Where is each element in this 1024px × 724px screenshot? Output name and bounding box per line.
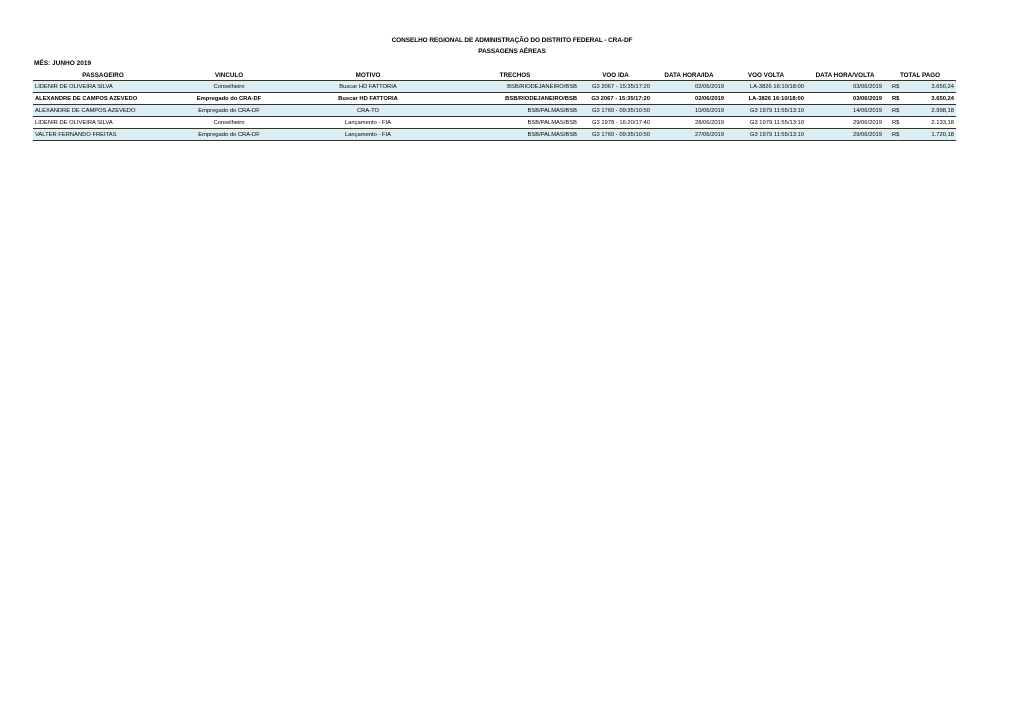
cell-passageiro: ALEXANDRE DE CAMPOS AZEVEDO bbox=[33, 93, 173, 105]
amount: 2.133,18 bbox=[931, 119, 954, 126]
header-motivo: MOTIVO bbox=[285, 70, 451, 81]
cell-trechos: BSB/PALMAS/BSB bbox=[451, 117, 579, 129]
cell-data-volta: 03/06/2019 bbox=[806, 81, 884, 93]
cell-vinculo: Conselheiro bbox=[173, 81, 285, 93]
cell-voo-volta: G3 1979 11:55/13:10 bbox=[726, 129, 806, 141]
cell-data-volta: 14/06/2019 bbox=[806, 105, 884, 117]
amount: 3.650,24 bbox=[931, 83, 954, 90]
cell-data-volta: 29/06/2019 bbox=[806, 129, 884, 141]
table-row bbox=[33, 93, 956, 105]
cell-total-pago bbox=[884, 117, 956, 129]
cell-data-ida: 02/06/2019 bbox=[652, 93, 726, 105]
cell-total-pago bbox=[884, 105, 956, 117]
cell-trechos: BSB/PALMAS/BSB bbox=[451, 129, 579, 141]
currency-symbol: R$ bbox=[892, 95, 900, 102]
table-row bbox=[33, 81, 956, 93]
cell-motivo: Lançamento - FIA bbox=[285, 117, 451, 129]
cell-data-ida: 27/06/2019 bbox=[652, 129, 726, 141]
header-passageiro: PASSAGEIRO bbox=[33, 70, 173, 81]
cell-voo-volta: G3 1979 11:55/13:10 bbox=[726, 117, 806, 129]
cell-passageiro: VALTER FERNANDO FREITAS bbox=[33, 129, 173, 141]
amount: 1.720,18 bbox=[931, 131, 954, 138]
cell-data-ida: 28/06/2019 bbox=[652, 117, 726, 129]
document-title: CONSELHO REGIONAL DE ADMINISTRAÇÃO DO DISTRITO FEDERAL - CRA-DF bbox=[391, 37, 633, 44]
currency-symbol: R$ bbox=[892, 83, 900, 90]
header-voo-volta: VOO VOLTA bbox=[726, 70, 806, 81]
cell-voo-ida: G3 2067 - 15:35/17:20 bbox=[579, 93, 652, 105]
cell-passageiro: ALEXANDRE DE CAMPOS AZEVEDO bbox=[33, 105, 173, 117]
cell-vinculo: Empregado do CRA-DF bbox=[173, 129, 285, 141]
cell-motivo: Lançamento - FIA bbox=[285, 129, 451, 141]
cell-trechos: BSB/RIODEJANEIRO/BSB bbox=[451, 93, 579, 105]
table-row bbox=[33, 117, 956, 129]
month-label: MÊS: JUNHO 2019 bbox=[34, 60, 92, 67]
document-subtitle: PASSAGENS AÉREAS bbox=[478, 48, 546, 55]
currency-symbol: R$ bbox=[892, 107, 900, 114]
cell-passageiro: LIDENIR DE OLIVEIRA SILVA bbox=[33, 81, 173, 93]
header-voo-ida: VOO IDA bbox=[579, 70, 652, 81]
cell-data-ida: 10/06/2019 bbox=[652, 105, 726, 117]
cell-motivo: Buscar HD FATTORIA bbox=[285, 81, 451, 93]
cell-vinculo: Empregado do CRA-DF bbox=[173, 105, 285, 117]
cell-motivo: CRA-TO bbox=[285, 105, 451, 117]
cell-voo-ida: G3 1978 - 16:20/17:40 bbox=[579, 117, 652, 129]
cell-total-pago bbox=[884, 81, 956, 93]
cell-voo-ida: G3 1760 - 09:35/10:50 bbox=[579, 105, 652, 117]
cell-motivo: Buscar HD FATTORIA bbox=[285, 93, 451, 105]
cell-vinculo: Conselheiro bbox=[173, 117, 285, 129]
cell-passageiro: LIDENIR DE OLIVEIRA SILVA bbox=[33, 117, 173, 129]
table-row bbox=[33, 129, 956, 141]
cell-data-ida: 02/06/2019 bbox=[652, 81, 726, 93]
cell-total-pago bbox=[884, 129, 956, 141]
table-header-row bbox=[33, 70, 956, 81]
header-trechos: TRECHOS bbox=[451, 70, 579, 81]
cell-voo-ida: G3 2067 - 15:35/17:20 bbox=[579, 81, 652, 93]
amount: 2.998,18 bbox=[931, 107, 954, 114]
currency-symbol: R$ bbox=[892, 131, 900, 138]
cell-vinculo: Empregado do CRA-DF bbox=[173, 93, 285, 105]
header-total-pago: TOTAL PAGO bbox=[884, 70, 956, 81]
table-row bbox=[33, 105, 956, 117]
header-data-hora-ida: DATA HORA/IDA bbox=[652, 70, 726, 81]
cell-voo-volta: LA-3826 16:10/18:00 bbox=[726, 81, 806, 93]
amount: 3.650,24 bbox=[931, 95, 954, 102]
cell-voo-volta: LA-3826 16:10/18:00 bbox=[726, 93, 806, 105]
header-data-hora-volta: DATA HORA/VOLTA bbox=[806, 70, 884, 81]
header-vinculo: VINCULO bbox=[173, 70, 285, 81]
cell-voo-volta: G3 1979 11:55/13:10 bbox=[726, 105, 806, 117]
cell-trechos: BSB/PALMAS/BSB bbox=[451, 105, 579, 117]
cell-trechos: BSB/RIODEJANEIRO/BSB bbox=[451, 81, 579, 93]
cell-total-pago bbox=[884, 93, 956, 105]
cell-data-volta: 29/06/2019 bbox=[806, 117, 884, 129]
cell-data-volta: 03/06/2019 bbox=[806, 93, 884, 105]
cell-voo-ida: G3 1760 - 09:35/10:50 bbox=[579, 129, 652, 141]
currency-symbol: R$ bbox=[892, 119, 900, 126]
flights-table bbox=[33, 70, 956, 141]
